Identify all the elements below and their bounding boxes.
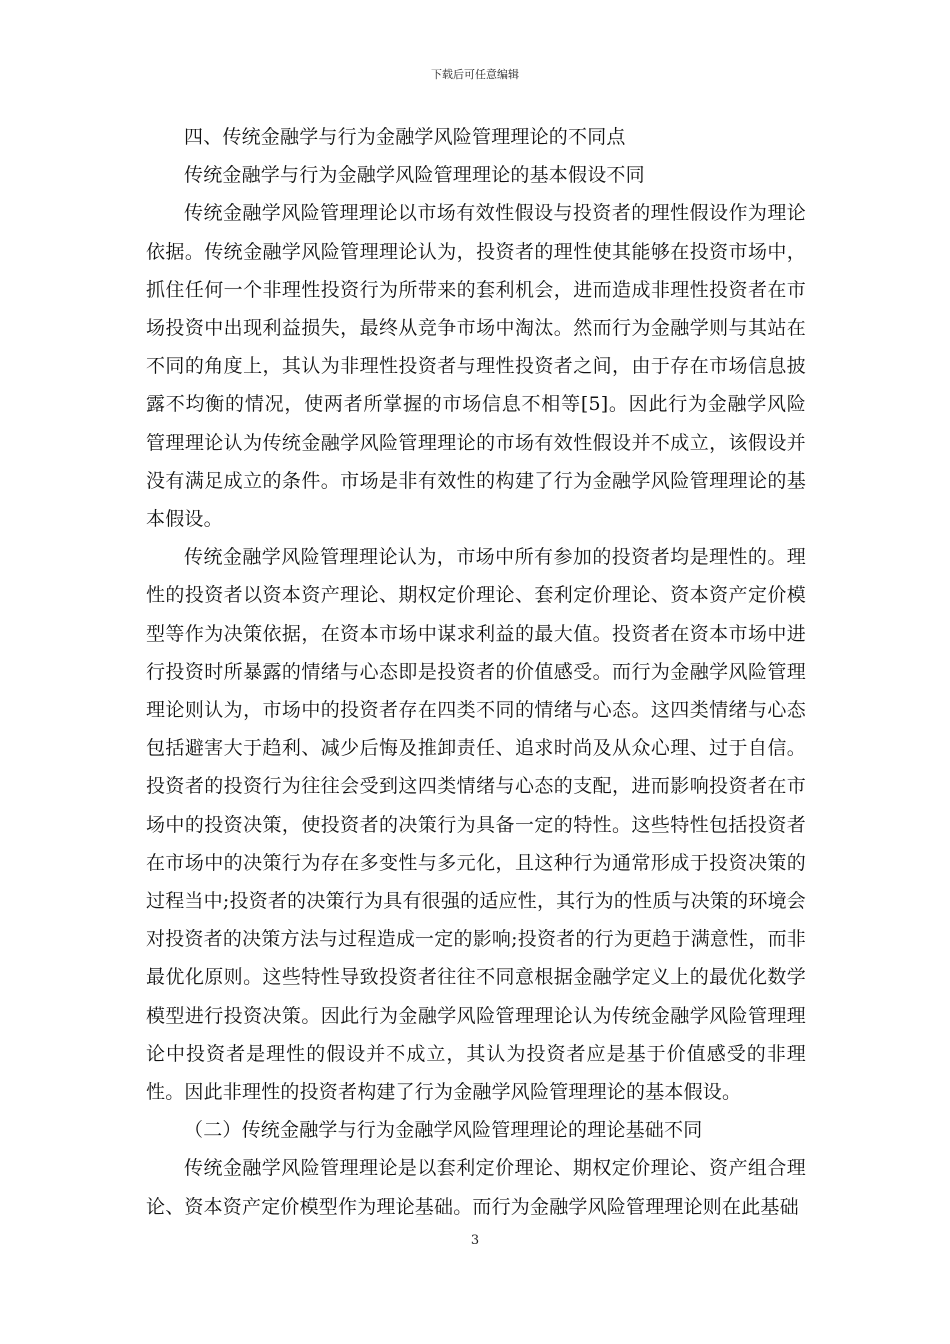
- page-number: 3: [470, 1233, 480, 1248]
- document-body: [146, 118, 806, 1226]
- paragraph-theoretical-basis: 传统金融学风险管理理论是以套利定价理论、期权定价理论、资产组合理论、资本资产定价模型作为理论基础。而行为金融学风险管理理论则在此基础: [146, 1157, 806, 1218]
- subheading-basic-assumptions: 传统金融学与行为金融学风险管理理论的基本假设不同: [184, 164, 645, 187]
- header-note: 下载后可任意编辑: [431, 68, 519, 81]
- section-heading: 四、传统金融学与行为金融学风险管理理论的不同点: [184, 126, 626, 148]
- subheading-theoretical-basis: （二）传统金融学与行为金融学风险管理理论的理论基础不同: [184, 1119, 703, 1142]
- paragraph-market-efficiency: 传统金融学风险管理理论以市场有效性假设与投资者的理性假设作为理论依据。传统金融学风险管理理论认为，投资者的理性使其能够在投资市场中，抓住任何一个非理性投资行为所带来的套利机会，进而造成非理性投资者在市场投资中出现利益损失，最终从竞争市场中淘汰。然而行为金融学则与其站在不同的角度上，其认为非理性投资者与理性投资者之间，由于存在市场信息披露不均衡的情况，使两者所掌握的市场信息不相等[5]。因此行为金融学风险管理理论认为传统金融学风险管理理论的市场有效性假设并不成立，该假设并没有满足成立的条件。市场是非有效性的构建了行为金融学风险管理理论的基本假设。: [146, 202, 806, 531]
- paragraph-investor-rationality: 传统金融学风险管理理论认为，市场中所有参加的投资者均是理性的。理性的投资者以资本资产理论、期权定价理论、套利定价理论、资本资产定价模型等作为决策依据，在资本市场中谋求利益的最大值。投资者在资本市场中进行投资时所暴露的情绪与心态即是投资者的价值感受。而行为金融学风险管理理论则认为，市场中的投资者存在四类不同的情绪与心态。这四类情绪与心态包括避害大于趋利、减少后悔及推卸责任、追求时尚及从众心理、过于自信。投资者的投资行为往往会受到这四类情绪与心态的支配，进而影响投资者在市场中的投资决策，使投资者的决策行为具备一定的特性。这些特性包括投资者在市场中的决策行为存在多变性与多元化，且这种行为通常形成于投资决策的过程当中;投资者的决策行为具有很强的适应性，其行为的性质与决策的环境会对投资者的决策方法与过程造成一定的影响;投资者的行为更趋于满意性，而非最优化原则。这些特性导致投资者往往不同意根据金融学定义上的最优化数学模型进行投资决策。因此行为金融学风险管理理论认为传统金融学风险管理理论中投资者是理性的假设并不成立，其认为投资者应是基于价值感受的非理性。因此非理性的投资者构建了行为金融学风险管理理论的基本假设。: [146, 546, 806, 1104]
